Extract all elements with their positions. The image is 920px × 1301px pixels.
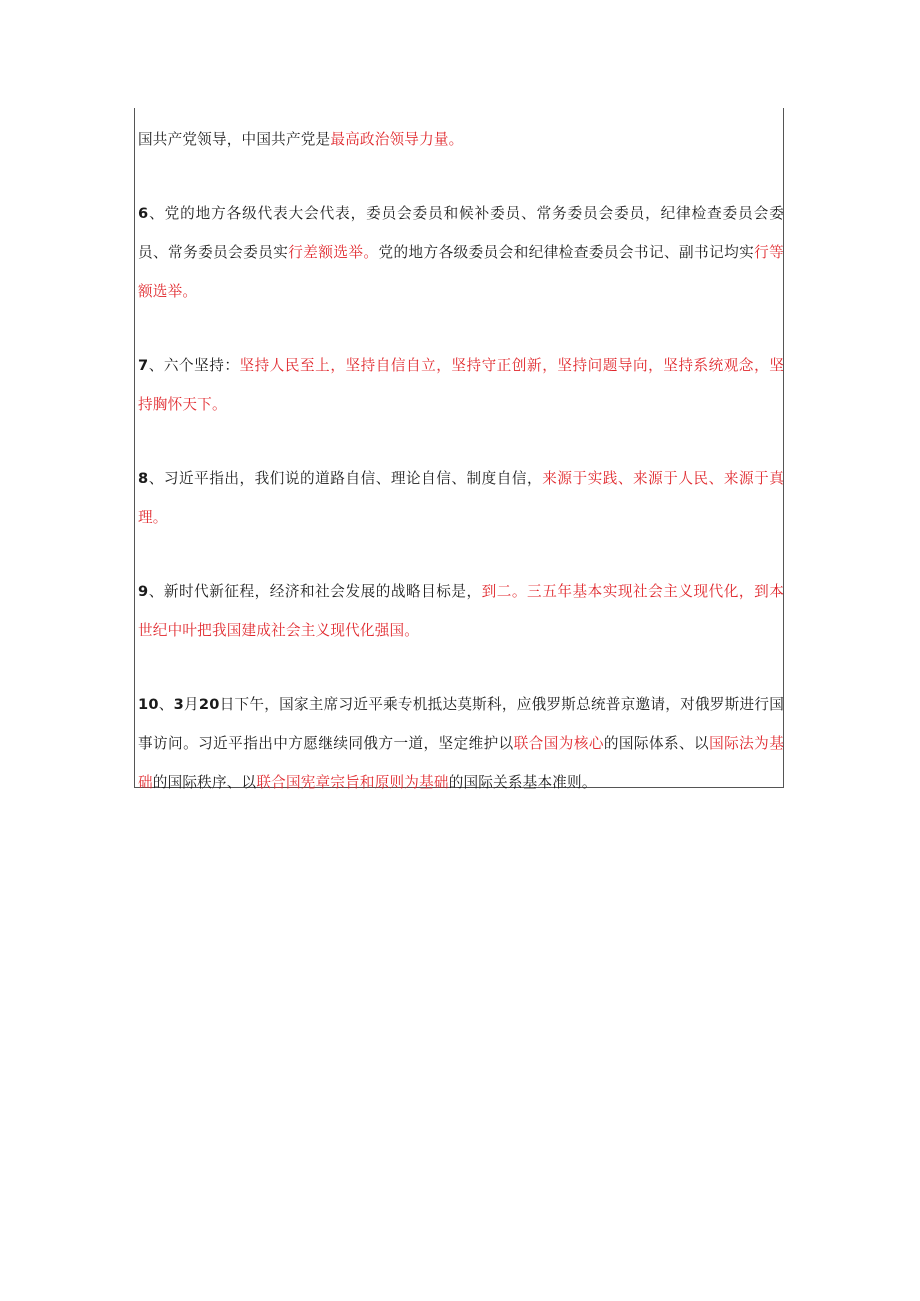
paragraph-10 xyxy=(138,685,784,802)
highlight-segment: 来源于实践、来源于人民、来源于真理。 xyxy=(138,470,785,526)
date-day: 20 xyxy=(198,696,220,713)
paragraph-9 xyxy=(138,572,784,650)
text-segment: 、党的地方各级代表大会代表，委员会委员和候补委员、常务委员会委员，纪律检查委员会委员、常务委员会委员实 xyxy=(138,205,784,261)
highlight-segment: 坚持人民至上，坚持自信自立，坚持守正创新，坚持问题导向，坚持系统观念，坚持胸怀天下。 xyxy=(138,357,784,413)
highlight-segment: 联合国为核心 xyxy=(513,735,604,752)
highlight-segment: 行等额选举。 xyxy=(138,244,784,300)
text-segment: 、习近平指出，我们说的道路自信、理论自信、制度自信， xyxy=(148,470,543,487)
paragraph-6 xyxy=(138,194,784,311)
date-month: 3 xyxy=(173,696,184,713)
item-number: 7 xyxy=(138,357,149,374)
item-number: 6 xyxy=(138,205,149,222)
highlight-segment: 最高政治领导力量。 xyxy=(330,131,464,148)
text-segment: 月 xyxy=(184,696,199,713)
item-number: 8 xyxy=(138,470,149,487)
text-segment: 党的地方各级委员会和纪律检查委员会书记、副书记均实 xyxy=(378,244,755,261)
item-number: 10 xyxy=(138,696,159,713)
text-segment: 、 xyxy=(158,696,174,713)
text-segment: 的国际关系基本准则。 xyxy=(448,774,597,791)
highlight-segment: 联合国宪章宗旨和原则为基础 xyxy=(256,774,449,791)
text-segment: 的国际秩序、以 xyxy=(152,774,257,791)
paragraph-8 xyxy=(138,459,784,537)
text-segment: 、六个坚持： xyxy=(148,357,240,374)
text-segment: 的国际体系、以 xyxy=(603,735,710,752)
document-content xyxy=(138,120,784,802)
item-number: 9 xyxy=(138,583,149,600)
text-segment: 国共产党领导，中国共产党是 xyxy=(138,131,331,148)
highlight-segment: 国际法为基础 xyxy=(138,735,784,791)
highlight-segment: 到二。三五年基本实现社会主义现代化，到本世纪中叶把我国建成社会主义现代化强国。 xyxy=(138,583,784,639)
document-box xyxy=(134,108,785,791)
paragraph-7 xyxy=(138,346,784,424)
text-segment: 、新时代新征程，经济和社会发展的战略目标是， xyxy=(148,583,482,600)
highlight-segment: 行差额选举。 xyxy=(288,244,379,261)
paragraph-5-continued xyxy=(138,120,784,159)
text-segment: 日下午，国家主席习近平乘专机抵达莫斯科，应俄罗斯总统普京邀请，对俄罗斯进行国事访问。习近平指出中方愿继续同俄方一道，坚定维护以 xyxy=(138,696,785,752)
